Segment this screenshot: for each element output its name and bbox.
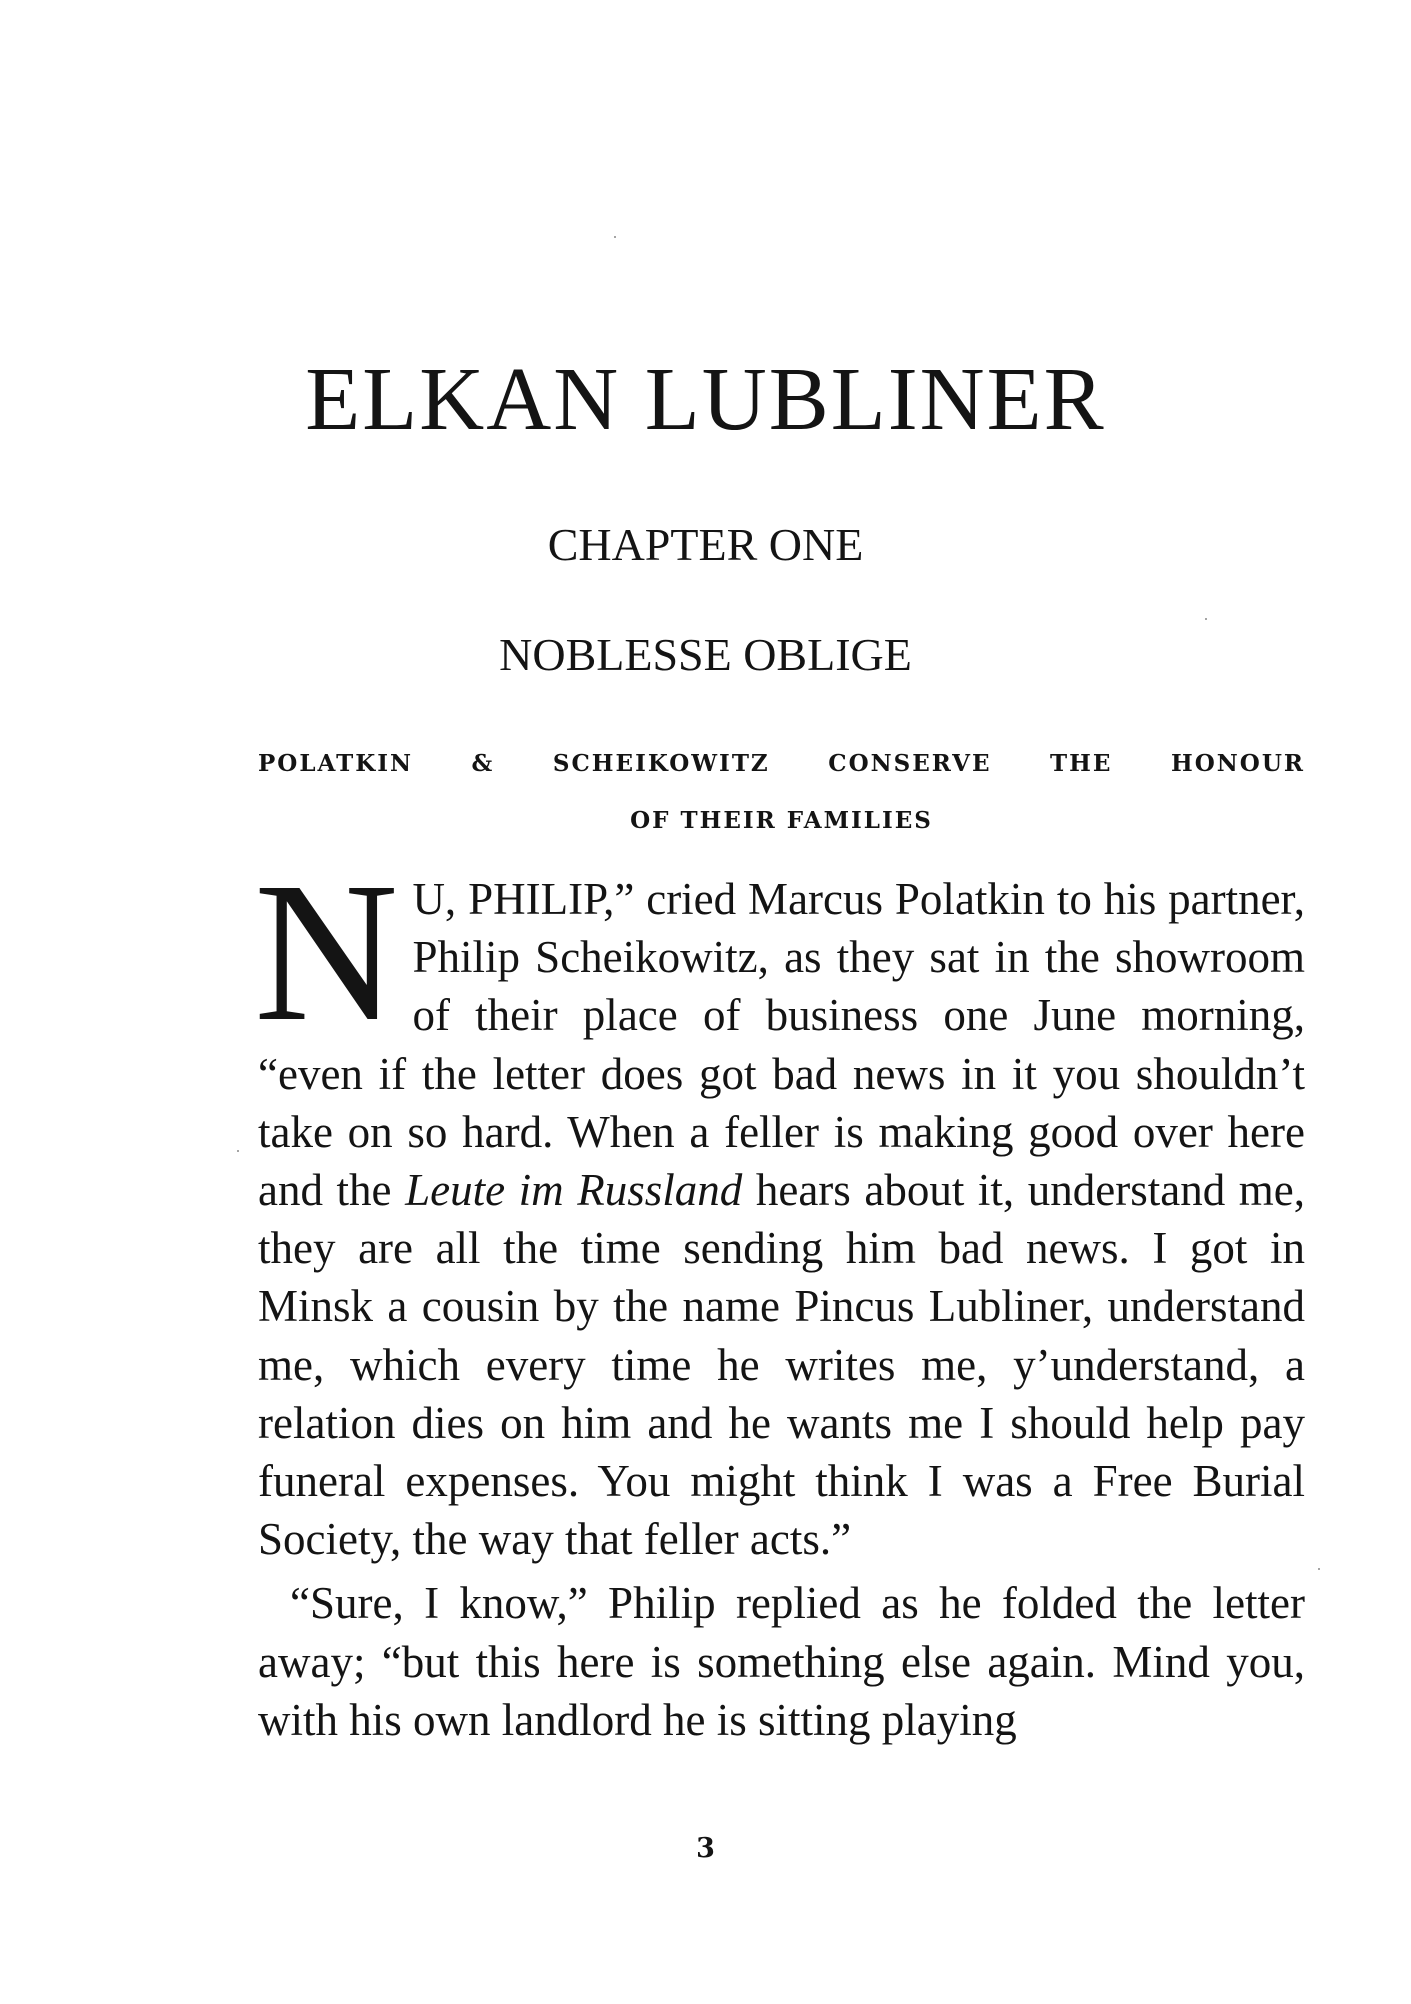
paragraph-2: “Sure, I know,” Philip replied as he folded the letter away; “but this here is something else again. Mind you, with his own landlord he is sitting playing [258, 1578, 1305, 1745]
chapter-subtitle-line-1: POLATKIN & SCHEIKOWITZ CONSERVE THE HONOUR [258, 750, 1305, 777]
paragraph-1 [254, 842, 1305, 1568]
paper-speck [1205, 618, 1207, 620]
chapter-number: CHAPTER ONE [547, 519, 864, 570]
chapter-title: NOBLESSE OBLIGE [499, 629, 912, 680]
book-title: ELKAN LUBLINER [305, 350, 1106, 449]
paragraph-1-italic-phrase: Leute im Russland [405, 1165, 743, 1216]
paragraph-1-text-end: hears about it, understand me, they are all the time sending him bad news. I got in Minsk a cousin by the name Pincus Lubliner, understand me, which every time he writes me, y’understand, a relation dies on him and he wants me I should help pay funeral expenses. You might think I was a Free Burial Society, the way that feller acts.” [258, 1165, 1305, 1565]
paper-speck [1318, 1568, 1320, 1570]
drop-cap: N [254, 842, 399, 1063]
paper-speck [614, 236, 616, 238]
body-text [254, 842, 1305, 1749]
chapter-subtitle-line-2: OF THEIR FAMILIES [630, 807, 933, 834]
paper-speck [237, 1150, 239, 1152]
page-number: 3 [696, 1833, 715, 1864]
chapter-subtitle [258, 735, 1305, 849]
paragraph-1-text-start: U, PHILIP,” cried Marcus Polatkin to his partner, Philip Scheikowitz, as they sat in the showroom of their place of business one June morning, “even if the letter does got bad news in it you shouldn’t take on so hard. When a feller is making good over here and the [258, 874, 1305, 1216]
